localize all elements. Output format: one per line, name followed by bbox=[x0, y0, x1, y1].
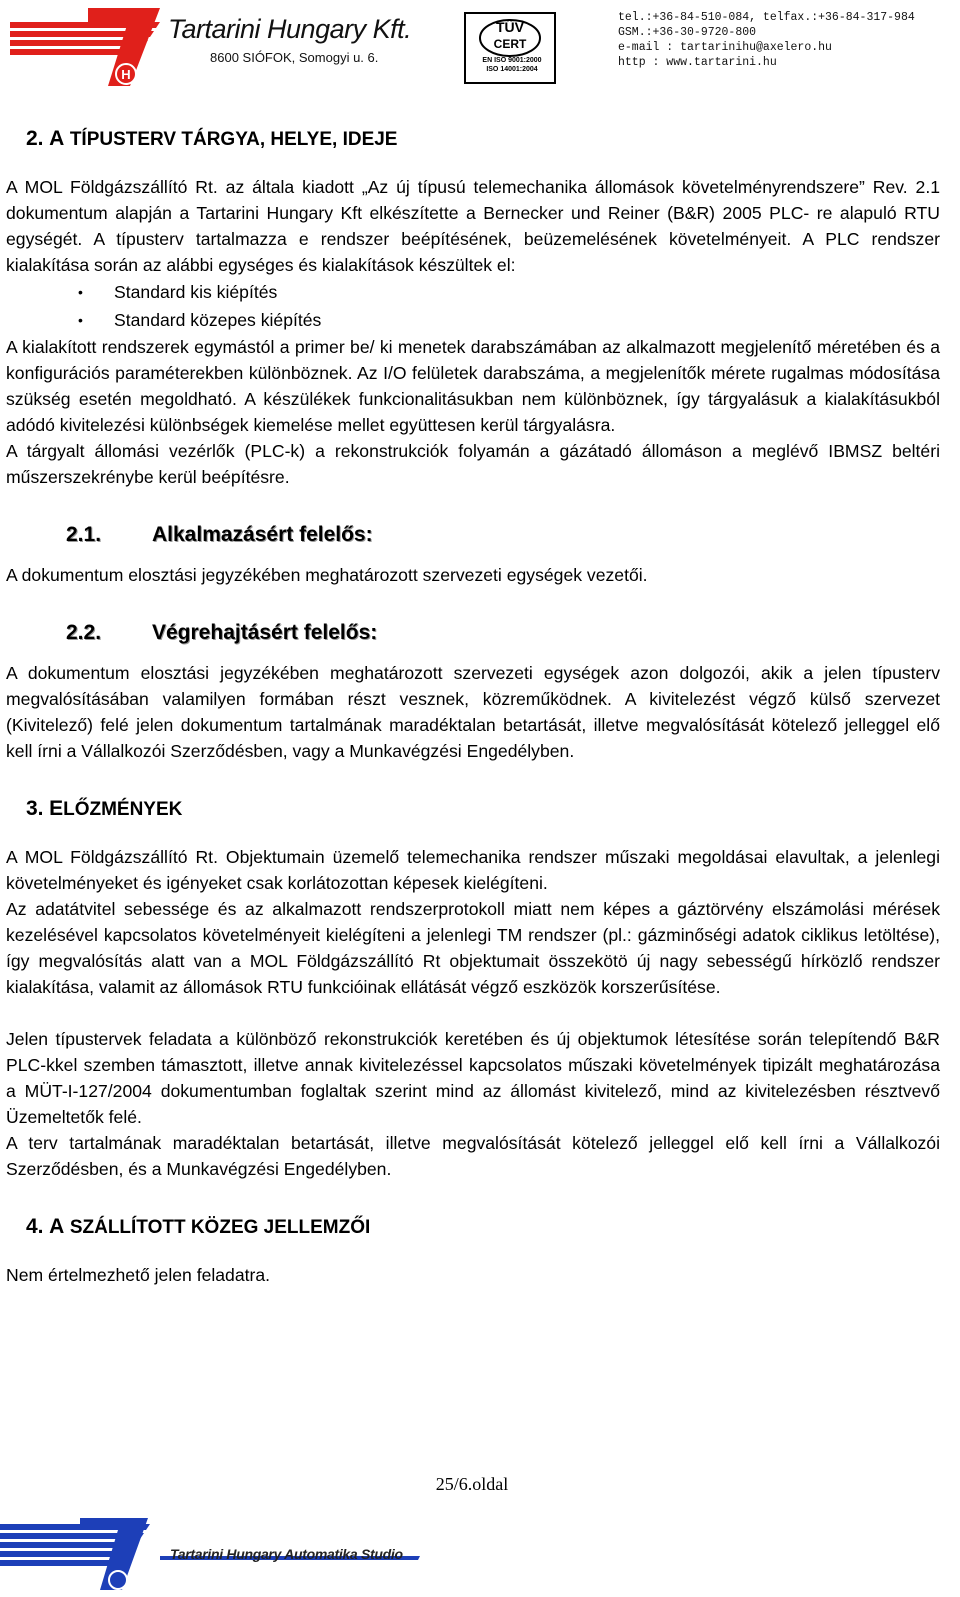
section-4-heading: 4. A SZÁLLÍTOTT KÖZEG JELLEMZŐI bbox=[26, 1215, 371, 1238]
list-item: • Standard kis kiépítés bbox=[6, 278, 940, 306]
section-2-2-para: A dokumentum elosztási jegyzékében meghatározott szervezeti egységek azon dolgozói, akik a jelen típusterv megvalósításában valamilyen formában részt vesznek, közreműködnek. A kivitelezést végző külső szervezet (Kivitelező) felé jelen dokumentum tartalmának maradéktalan betartását, illetve megvalósítását kötelező jelleggel elő kell írni a Vállalkozói Szerződésben, vagy a Munkavégzési Engedélyben. bbox=[6, 663, 940, 761]
page-footer bbox=[0, 1510, 960, 1597]
section-2-1-heading: 2.1. Alkalmazásért felelős: bbox=[66, 523, 373, 546]
section-2-2-heading: 2.2. Végrehajtásért felelős: bbox=[66, 621, 378, 644]
contact-block bbox=[618, 10, 915, 70]
contact-web[interactable]: http : www.tartarini.hu bbox=[618, 56, 777, 69]
section-2-heading: 2. A TÍPUSTERV TÁRGYA, HELYE, IDEJE bbox=[26, 127, 398, 150]
tartarini-logo-icon bbox=[10, 8, 180, 88]
company-name: Tartarini Hungary Kft. bbox=[168, 14, 412, 44]
document-body bbox=[6, 120, 940, 1288]
section-3-para-1: A MOL Földgázszállító Rt. Objektumain üzemelő telemechanika rendszer műszaki megoldásai elavultak, a jelenlegi követelményeket és igényeket csak korlátozottan képesek kielégíteni. bbox=[6, 847, 940, 893]
page-header bbox=[0, 0, 960, 96]
list-item: • Standard közepes kiépítés bbox=[6, 306, 940, 334]
section-3-para-2: Az adatátvitel sebessége és az alkalmazott rendszerprotokoll miatt nem képes a gáztörvény elszámolási mérések kezelésével kapcsolatos követelményeit kielégíteni a jelenlegi TM rendszer (pl.: gázminőségi adatok ciklikus letöltése), így megvalósítás alatt van a MOL Földgázszállító Rt objektumait összekötö új nagy sebességű hírközlő rendszer kialakítása, valamit az állomások RTU funkcióinak ellátását végző eszközök korszerűsítése. bbox=[6, 899, 940, 997]
footer-logo-icon bbox=[0, 1510, 960, 1597]
svg-text:H: H bbox=[121, 67, 131, 82]
contact-gsm: GSM.:+36-30-9720-800 bbox=[618, 26, 757, 39]
cert-standard-2: ISO 14001:2004 bbox=[486, 66, 538, 73]
footer-text: Tartarini Hungary Automatika Studio bbox=[170, 1546, 403, 1562]
contact-phone: tel.:+36-84-510-084, telfax.:+36-84-317-984 bbox=[618, 11, 915, 24]
section-2-1-para: A dokumentum elosztási jegyzékében meghatározott szervezeti egységek vezetői. bbox=[6, 565, 648, 585]
company-address: 8600 SIÓFOK, Somogyi u. 6. bbox=[210, 50, 379, 65]
section-3-para-3: Jelen típustervek feladata a különböző rekonstrukciók keretében és új objektumok létesítése során telepítendő B&R PLC-kkel szemben támasztott, illetve annak kivitelezéssel kapcsolatos műszaki követelmények tipizált meghatározása a MÜT-I-127/2004 dokumentumban foglaltak szerint mind az állomást kivitelező, mind az kivitelezésben résztvevő Üzemeltetők felé. bbox=[6, 1029, 940, 1127]
svg-text:TÜV: TÜV bbox=[496, 19, 524, 35]
section-2-para-2: A kialakított rendszerek egymástól a primer be/ ki menetek darabszámában az alkalmazott megjelenítő méretében és a konfigurációs paraméterekben különböznek. Az I/O felületek darabszáma, a megjelenítők mérete rugalmas módosítása szükség esetén megoldható. A készülékek funkcionalitásukban nem különböznek, így tárgyalásuk a kialakításukból adódó kivitelezési különbségek kiemelése mellet együttesen kerül tárgyalásra. bbox=[6, 337, 940, 435]
cert-standard-1: EN ISO 9001:2000 bbox=[482, 57, 542, 64]
cert-standards bbox=[472, 56, 552, 74]
section-3-para-4: A terv tartalmának maradéktalan betartását, illetve megvalósítását kötelező jelleggel elő kell írni a Vállalkozói Szerződésben, és a Munkavégzési Engedélyben. bbox=[6, 1133, 940, 1179]
section-2-para-1: A MOL Földgázszállító Rt. az általa kiadott „Az új típusú telemechanika állomások követelményrendszere” Rev. 2.1 dokumentum alapján a Tartarini Hungary Kft elkészítette a Bernecker und Reiner (B&R) 2005 PLC- re alapuló RTU egységét. A típusterv tartalmazza e rendszer beépítésének, beüzemelésének követelményeit. A PLC rendszer kialakítása során az alábbi egységes és kialakítások készültek el: bbox=[6, 177, 940, 275]
section-3-heading: 3. ELŐZMÉNYEK bbox=[26, 797, 183, 820]
section-4-para: Nem értelmezhető jelen feladatra. bbox=[6, 1265, 271, 1285]
section-2-para-3: A tárgyalt állomási vezérlők (PLC-k) a rekonstrukciók folyamán a gázátadó állomáson a meglévő IBMSZ beltéri műszerszekrénybe kerül beépítésre. bbox=[6, 441, 940, 487]
section-2-bullet-list bbox=[6, 278, 940, 334]
page-number: 25/6.oldal bbox=[435, 1474, 509, 1494]
contact-email[interactable]: e-mail : tartarinihu@axelero.hu bbox=[618, 41, 832, 54]
svg-text:CERT: CERT bbox=[493, 37, 527, 51]
